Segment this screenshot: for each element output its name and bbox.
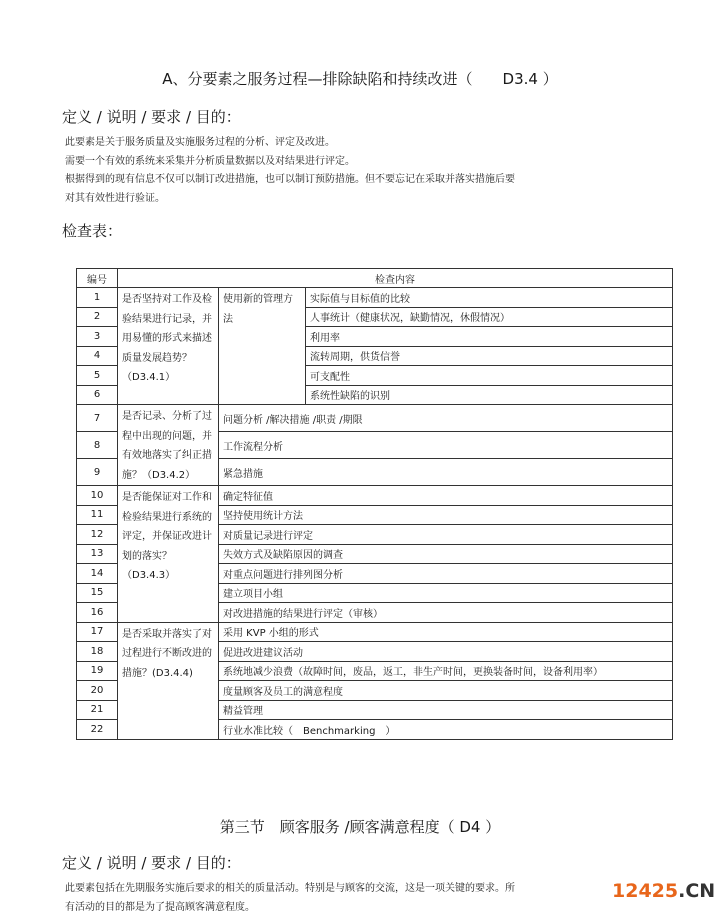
- check-item: 实际值与目标值的比较: [306, 288, 673, 308]
- check-item: 失效方式及缺陷原因的调查: [219, 544, 673, 564]
- table-header-row: [77, 269, 673, 288]
- check-item: 对质量记录进行评定: [219, 525, 673, 545]
- paragraph-line: 根据得到的现有信息不仅可以制订改进措施，也可以制订预防措施。但不要忘记在采取并落实措施后要: [65, 174, 515, 186]
- definition-paragraph: [65, 134, 515, 208]
- row-number: 14: [77, 564, 118, 584]
- definition-heading-d4: 定义 / 说明 / 要求 / 目的：: [62, 854, 241, 872]
- watermark-logo: 12425.CN: [612, 880, 716, 902]
- paragraph-line: 需要一个有效的系统来采集并分析质量数据以及对结果进行评定。: [65, 155, 355, 167]
- row-number: 10: [77, 486, 118, 506]
- definition-heading: 定义 / 说明 / 要求 / 目的：: [62, 108, 241, 126]
- paragraph-line: 有活动的目的都是为了提高顾客满意程度。: [65, 901, 255, 913]
- check-question: 是否采取并落实了对过程进行不断改进的措施？(D3.4.4): [118, 622, 219, 739]
- check-item: 对改进措施的结果进行评定（审核）: [219, 603, 673, 623]
- row-number: 3: [77, 327, 118, 347]
- row-number: 18: [77, 642, 118, 662]
- table-row: [77, 486, 673, 506]
- row-number: 7: [77, 405, 118, 432]
- paragraph-line: 此要素是关于服务质量及实施服务过程的分析、评定及改进。: [65, 137, 335, 148]
- check-item: 行业水准比较（ Benchmarking ）: [219, 720, 673, 740]
- row-number: 2: [77, 307, 118, 327]
- table-row: [77, 405, 673, 432]
- check-item: 确定特征值: [219, 486, 673, 506]
- row-number: 4: [77, 346, 118, 366]
- check-item: 可支配性: [306, 366, 673, 386]
- row-number: 19: [77, 661, 118, 681]
- check-item: 建立项目小组: [219, 583, 673, 603]
- check-item: 问题分析 /解决措施 /职责 /期限: [219, 405, 673, 432]
- paragraph-line: 此要素包括在先期服务实施后要求的相关的质量活动。特别是与顾客的交流，这是一项关键的要求。所: [65, 883, 515, 894]
- check-question: 是否记录、分析了过程中出现的问题，并有效地落实了纠正措施？（D3.4.2）: [118, 405, 219, 486]
- check-item: 坚持使用统计方法: [219, 505, 673, 525]
- row-number: 8: [77, 432, 118, 459]
- check-question: 是否坚持对工作及检验结果进行记录，并用易懂的形式来描述质量发展趋势？（D3.4.1）: [118, 288, 219, 405]
- check-item: 紧急措施: [219, 459, 673, 486]
- header-number: 编号: [77, 269, 118, 288]
- definition-paragraph-d4: [65, 880, 515, 917]
- row-number: 6: [77, 385, 118, 405]
- row-number: 15: [77, 583, 118, 603]
- check-item: 系统地减少浪费（故障时间，废品，返工，非生产时间，更换装备时间，设备利用率）: [219, 661, 673, 681]
- check-question: 是否能保证对工作和检验结果进行系统的评定，并保证改进计划的落实？（D3.4.3）: [118, 486, 219, 623]
- table-body: [77, 288, 673, 740]
- check-item: 对重点问题进行排列图分析: [219, 564, 673, 584]
- check-item: 促进改进建议活动: [219, 642, 673, 662]
- row-number: 17: [77, 622, 118, 642]
- row-number: 20: [77, 681, 118, 701]
- check-item: 精益管理: [219, 700, 673, 720]
- row-number: 22: [77, 720, 118, 740]
- table-row: [77, 622, 673, 642]
- table-row: [77, 288, 673, 308]
- section-d4-title: 第三节 顾客服务 /顾客满意程度（ D4 ）: [219, 818, 501, 836]
- check-item: 系统性缺陷的识别: [306, 385, 673, 405]
- check-item: 流转周期，供货信誉: [306, 346, 673, 366]
- check-item: 采用 KVP 小组的形式: [219, 622, 673, 642]
- row-number: 21: [77, 700, 118, 720]
- row-number: 9: [77, 459, 118, 486]
- method-cell: 使用新的管理方法: [219, 288, 306, 405]
- check-item: 工作流程分析: [219, 432, 673, 459]
- header-content: 检查内容: [118, 269, 673, 288]
- section-title: A、分要素之服务过程—排除缺陷和持续改进（ D3.4 ）: [162, 70, 558, 88]
- row-number: 13: [77, 544, 118, 564]
- row-number: 11: [77, 505, 118, 525]
- row-number: 12: [77, 525, 118, 545]
- check-item: 利用率: [306, 327, 673, 347]
- check-item: 度量顾客及员工的满意程度: [219, 681, 673, 701]
- check-item: 人事统计（健康状况，缺勤情况，休假情况）: [306, 307, 673, 327]
- row-number: 1: [77, 288, 118, 308]
- checklist-table: [76, 268, 673, 740]
- paragraph-line: 对其有效性进行验证。: [65, 192, 165, 204]
- checklist-heading: 检查表：: [62, 222, 123, 240]
- row-number: 5: [77, 366, 118, 386]
- row-number: 16: [77, 603, 118, 623]
